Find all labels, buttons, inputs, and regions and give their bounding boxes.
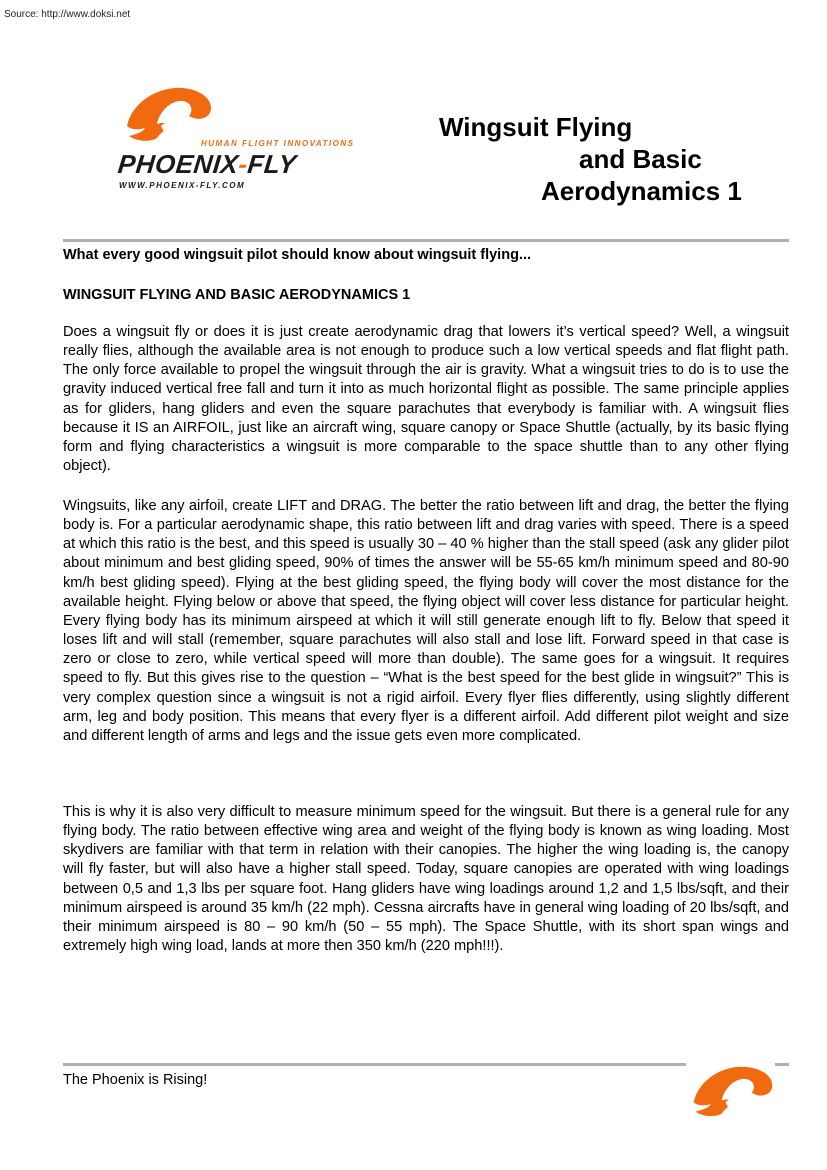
phoenix-fly-logo <box>115 86 370 196</box>
phoenix-bird-icon <box>690 1060 776 1124</box>
footer-text: The Phoenix is Rising! <box>63 1072 208 1088</box>
logo-brand-part2: FLY <box>246 149 299 179</box>
subtitle: What every good wingsuit pilot should know about wingsuit flying... <box>63 247 532 263</box>
logo-tagline: HUMAN FLIGHT INNOVATIONS <box>201 139 355 148</box>
top-divider <box>63 239 789 242</box>
section-heading: WINGSUIT FLYING AND BASIC AERODYNAMICS 1 <box>63 287 411 303</box>
logo-website: WWW.PHOENIX-FLY.COM <box>119 181 246 190</box>
bottom-divider-end <box>775 1063 789 1066</box>
source-label: Source: http://www.doksi.net <box>4 9 131 20</box>
logo-brand <box>116 149 298 180</box>
phoenix-bird-icon <box>123 86 215 144</box>
logo-brand-dash: - <box>237 149 250 179</box>
title-line-1: Wingsuit Flying <box>439 112 633 142</box>
paragraph-2: Wingsuits, like any airfoil, create LIFT and DRAG. The better the ratio between lift and drag, the better the flying body is. For a particular aerodynamic shape, this ratio between lift and drag varies with speed. There is a speed at which this ratio is the best, and this speed is usually 30 – 40 % higher than the stall speed (ask any glider pilot about minimum and best gliding speed, 90% of times the answer will be 55-65 km/h minimum speed and 80-90 km/h best gliding speed). Flying at the best gliding speed, the flying body will cover the most distance for the available height. Flying below or above that speed, the flying object will cover less distance for particular height. Every flying body has its minimum airspeed at which it will still generate enough lift to fly. Below that speed it loses lift and will stall (remember, square parachutes will also stall and lose lift. Forward speed in that case is zero or close to zero, while vertical speed will more than double). The same goes for a wingsuit. It requires speed to fly. But this gives rise to the question – “What is the best speed for the best glide in wingsuit?” This is very complex question since a wingsuit is not a rigid airfoil. Every flyer flies differently, using slightly different arm, leg and body position. This means that every flyer is a different airfoil. Add different pilot weight and size and different length of arms and legs and the issue gets even more complicated. <box>63 498 789 744</box>
title-line-2: and Basic <box>579 144 702 174</box>
logo-brand-part1: PHOENIX <box>116 149 241 179</box>
paragraph-1: Does a wingsuit fly or does it is just create aerodynamic drag that lowers it’s vertical speed? Well, a wingsuit really flies, although the available area is not enough to produce such a low vertical speeds and flat flight path. The only force available to propel the wingsuit through the air is gravity. What a wingsuit tries to do is to use the gravity induced vertical free fall and turn it into as much horizontal flight as possible. The same principle applies as for gliders, hang gliders and even the square parachutes that everybody is familiar with. A wingsuit flies because it IS an AIRFOIL, just like an aircraft wing, square canopy or Space Shuttle (actually, by its basic flying form and flying characteristics a wingsuit is more comparable to the space shuttle than to any other flying object). <box>63 324 789 475</box>
bottom-divider <box>63 1063 686 1066</box>
paragraph-3: This is why it is also very difficult to measure minimum speed for the wingsuit. But there is a general rule for any flying body. The ratio between effective wing area and weight of the flying body is known as wing loading. Most skydivers are familiar with that term in relation with their canopies. The higher the wing loading is, the canopy will fly faster, but will also have a higher stall speed. Today, square canopies are operated with wing loadings between 0,5 and 1,3 lbs per square foot. Hang gliders have wing loadings around 1,2 and 1,5 lbs/sqft, and their minimum airspeed is around 35 km/h (22 mph). Cessna aircrafts have in general wing loading of 20 lbs/sqft, and their minimum airspeed is 80 – 90 km/h (50 – 55 mph). The Space Shuttle, with its short span wings and extremely high wing load, lands at more then 350 km/h (220 mph!!!). <box>63 804 789 955</box>
title-line-3: Aerodynamics 1 <box>541 176 742 206</box>
